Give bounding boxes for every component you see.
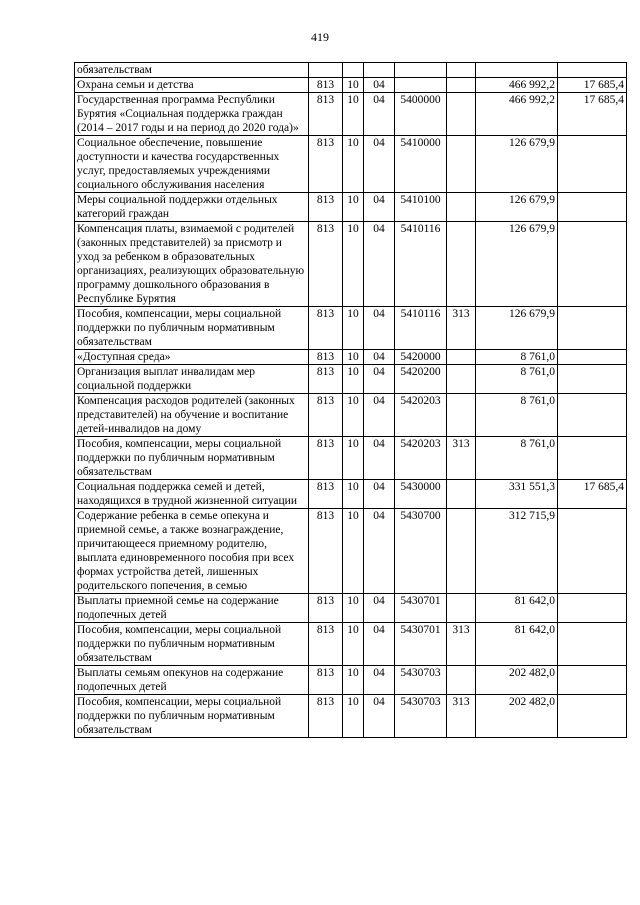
row-code-cell: 04 <box>364 78 395 93</box>
row-code-cell <box>558 136 627 193</box>
row-name-cell: Выплаты приемной семье на содержание подопечных детей <box>75 594 309 623</box>
table-row <box>75 509 627 594</box>
row-code-cell: 5430000 <box>395 480 447 509</box>
row-code-cell <box>558 365 627 394</box>
row-code-cell: 04 <box>364 666 395 695</box>
row-code-cell <box>558 193 627 222</box>
row-code-cell: 5420200 <box>395 365 447 394</box>
row-name-cell: Выплаты семьям опекунов на содержание подопечных детей <box>75 666 309 695</box>
row-code-cell: 04 <box>364 222 395 307</box>
row-code-cell <box>558 394 627 437</box>
table-row <box>75 136 627 193</box>
row-code-cell <box>447 365 476 394</box>
table-row <box>75 594 627 623</box>
row-code-cell: 8 761,0 <box>476 394 558 437</box>
row-code-cell: 5410100 <box>395 193 447 222</box>
row-code-cell <box>343 63 364 78</box>
row-code-cell: 17 685,4 <box>558 93 627 136</box>
row-code-cell <box>558 307 627 350</box>
row-code-cell: 04 <box>364 623 395 666</box>
row-name-cell: Пособия, компенсации, меры социальной поддержки по публичным нормативным обязательствам <box>75 695 309 738</box>
row-code-cell: 10 <box>343 695 364 738</box>
row-code-cell: 126 679,9 <box>476 136 558 193</box>
row-code-cell <box>447 193 476 222</box>
row-name-cell: Социальная поддержка семей и детей, находящихся в трудной жизненной ситуации <box>75 480 309 509</box>
row-name-cell: Пособия, компенсации, меры социальной поддержки по публичным нормативным обязательствам <box>75 623 309 666</box>
row-code-cell: 813 <box>309 480 343 509</box>
table-row <box>75 307 627 350</box>
row-code-cell <box>558 222 627 307</box>
row-code-cell <box>447 93 476 136</box>
row-code-cell: 813 <box>309 695 343 738</box>
row-code-cell: 8 761,0 <box>476 365 558 394</box>
row-code-cell <box>558 594 627 623</box>
row-name-cell: Охрана семьи и детства <box>75 78 309 93</box>
row-code-cell: 5430701 <box>395 623 447 666</box>
table-row <box>75 222 627 307</box>
row-code-cell: 17 685,4 <box>558 78 627 93</box>
row-code-cell: 313 <box>447 307 476 350</box>
row-code-cell: 04 <box>364 365 395 394</box>
row-code-cell: 5420000 <box>395 350 447 365</box>
table-row <box>75 193 627 222</box>
row-name-cell: Пособия, компенсации, меры социальной поддержки по публичным нормативным обязательствам <box>75 437 309 480</box>
row-code-cell: 04 <box>364 695 395 738</box>
row-code-cell <box>447 78 476 93</box>
row-code-cell: 10 <box>343 307 364 350</box>
row-code-cell: 813 <box>309 365 343 394</box>
table-row <box>75 365 627 394</box>
table-row <box>75 93 627 136</box>
row-code-cell: 10 <box>343 509 364 594</box>
row-code-cell: 8 761,0 <box>476 437 558 480</box>
row-code-cell: 813 <box>309 594 343 623</box>
row-name-cell: Пособия, компенсации, меры социальной поддержки по публичным нормативным обязательствам <box>75 307 309 350</box>
table-row <box>75 78 627 93</box>
row-code-cell <box>447 222 476 307</box>
budget-table <box>74 62 627 738</box>
row-name-cell: Компенсация расходов родителей (законных представителей) на обучение и воспитание детей-инвалидов на дому <box>75 394 309 437</box>
row-code-cell: 466 992,2 <box>476 93 558 136</box>
row-code-cell <box>447 63 476 78</box>
row-code-cell <box>447 480 476 509</box>
row-name-cell: обязательствам <box>75 63 309 78</box>
row-code-cell: 813 <box>309 136 343 193</box>
budget-table-body <box>75 63 627 738</box>
row-code-cell <box>558 695 627 738</box>
row-code-cell: 5400000 <box>395 93 447 136</box>
row-code-cell: 126 679,9 <box>476 193 558 222</box>
row-code-cell: 04 <box>364 480 395 509</box>
table-row <box>75 623 627 666</box>
row-code-cell <box>558 623 627 666</box>
table-row <box>75 480 627 509</box>
row-code-cell <box>447 666 476 695</box>
row-code-cell: 466 992,2 <box>476 78 558 93</box>
row-name-cell: Меры социальной поддержки отдельных категорий граждан <box>75 193 309 222</box>
row-code-cell: 81 642,0 <box>476 623 558 666</box>
row-code-cell: 813 <box>309 666 343 695</box>
row-code-cell: 8 761,0 <box>476 350 558 365</box>
row-code-cell: 10 <box>343 222 364 307</box>
row-code-cell: 5410116 <box>395 307 447 350</box>
row-name-cell: Компенсация платы, взимаемой с родителей (законных представителей) за присмотр и уход за ребенком в образовательных организациях, реализующих образовательную программу дошкольного образования в Республике Бурятия <box>75 222 309 307</box>
row-code-cell: 10 <box>343 78 364 93</box>
row-code-cell: 5430703 <box>395 695 447 738</box>
row-code-cell <box>558 666 627 695</box>
table-row <box>75 394 627 437</box>
row-code-cell <box>447 136 476 193</box>
row-code-cell: 813 <box>309 93 343 136</box>
row-code-cell: 5430701 <box>395 594 447 623</box>
row-code-cell: 331 551,3 <box>476 480 558 509</box>
row-code-cell: 10 <box>343 193 364 222</box>
row-code-cell: 10 <box>343 594 364 623</box>
row-code-cell: 10 <box>343 365 364 394</box>
row-code-cell <box>476 63 558 78</box>
row-code-cell: 813 <box>309 437 343 480</box>
row-name-cell: Государственная программа Республики Бурятия «Социальная поддержка граждан (2014 – 2017 годы и на период до 2020 года)» <box>75 93 309 136</box>
row-code-cell <box>558 63 627 78</box>
row-code-cell: 126 679,9 <box>476 222 558 307</box>
row-code-cell: 813 <box>309 78 343 93</box>
table-row <box>75 695 627 738</box>
row-code-cell: 04 <box>364 594 395 623</box>
row-code-cell: 5420203 <box>395 437 447 480</box>
row-code-cell: 202 482,0 <box>476 695 558 738</box>
table-row <box>75 63 627 78</box>
row-code-cell: 04 <box>364 307 395 350</box>
row-code-cell <box>447 594 476 623</box>
row-code-cell: 04 <box>364 193 395 222</box>
row-code-cell <box>447 394 476 437</box>
row-code-cell: 81 642,0 <box>476 594 558 623</box>
row-code-cell: 10 <box>343 350 364 365</box>
row-code-cell: 313 <box>447 437 476 480</box>
row-name-cell: Содержание ребенка в семье опекуна и приемной семье, а также вознаграждение, причитающееся приемному родителю, выплата единовременного пособия при всех формах устройства детей, лишенных родительского попечения, в семью <box>75 509 309 594</box>
row-name-cell: Организация выплат инвалидам мер социальной поддержки <box>75 365 309 394</box>
page-number: 419 <box>311 30 329 44</box>
row-code-cell: 312 715,9 <box>476 509 558 594</box>
row-code-cell: 5430700 <box>395 509 447 594</box>
row-code-cell <box>447 509 476 594</box>
row-code-cell: 813 <box>309 193 343 222</box>
table-row <box>75 437 627 480</box>
row-code-cell: 202 482,0 <box>476 666 558 695</box>
row-code-cell: 10 <box>343 394 364 437</box>
row-code-cell: 04 <box>364 509 395 594</box>
row-code-cell: 04 <box>364 437 395 480</box>
row-code-cell: 04 <box>364 394 395 437</box>
row-code-cell: 813 <box>309 222 343 307</box>
row-code-cell: 5430703 <box>395 666 447 695</box>
row-code-cell: 10 <box>343 666 364 695</box>
row-code-cell: 17 685,4 <box>558 480 627 509</box>
row-code-cell: 813 <box>309 350 343 365</box>
row-code-cell: 10 <box>343 623 364 666</box>
row-name-cell: «Доступная среда» <box>75 350 309 365</box>
table-row <box>75 666 627 695</box>
row-code-cell: 5410000 <box>395 136 447 193</box>
row-code-cell: 10 <box>343 93 364 136</box>
row-code-cell: 04 <box>364 136 395 193</box>
row-code-cell <box>364 63 395 78</box>
row-code-cell: 04 <box>364 350 395 365</box>
row-code-cell: 813 <box>309 307 343 350</box>
row-code-cell <box>558 509 627 594</box>
row-code-cell: 126 679,9 <box>476 307 558 350</box>
row-code-cell: 813 <box>309 509 343 594</box>
row-code-cell: 313 <box>447 695 476 738</box>
row-code-cell <box>395 78 447 93</box>
row-code-cell <box>309 63 343 78</box>
row-code-cell: 5410116 <box>395 222 447 307</box>
row-code-cell: 813 <box>309 623 343 666</box>
row-code-cell: 313 <box>447 623 476 666</box>
table-row <box>75 350 627 365</box>
row-code-cell: 10 <box>343 437 364 480</box>
row-code-cell: 10 <box>343 136 364 193</box>
row-code-cell: 813 <box>309 394 343 437</box>
row-name-cell: Социальное обеспечение, повышение доступности и качества государственных услуг, предоставляемых учреждениями социального обслуживания населения <box>75 136 309 193</box>
row-code-cell: 5420203 <box>395 394 447 437</box>
row-code-cell <box>558 350 627 365</box>
row-code-cell <box>395 63 447 78</box>
row-code-cell: 04 <box>364 93 395 136</box>
row-code-cell <box>447 350 476 365</box>
row-code-cell <box>558 437 627 480</box>
row-code-cell: 10 <box>343 480 364 509</box>
